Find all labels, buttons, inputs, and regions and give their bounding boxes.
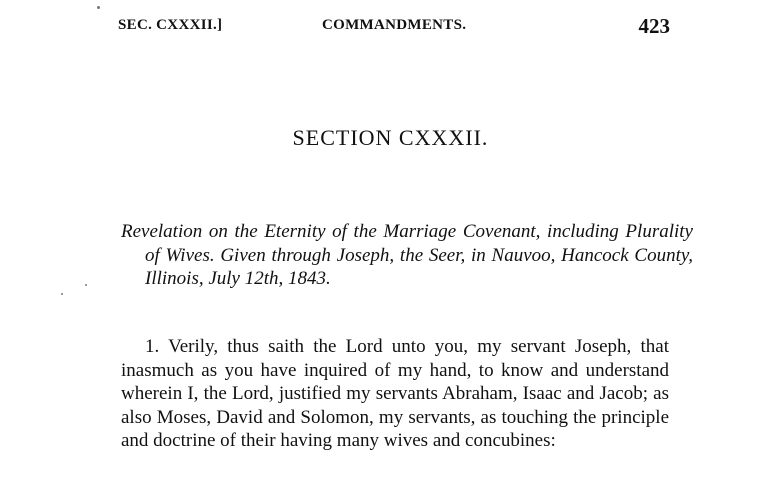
scan-speck bbox=[85, 284, 87, 286]
running-head-title: COMMANDMENTS. bbox=[322, 17, 467, 33]
page-number: 423 bbox=[638, 14, 670, 38]
scan-speck bbox=[61, 293, 63, 295]
section-headnote: Revelation on the Eternity of the Marriage Covenant, including Plurality of Wives. Given through Joseph, the Seer, in Nauvoo, Hancock County, Illinois, July 12th, 1843. bbox=[121, 221, 693, 289]
scan-speck bbox=[97, 6, 100, 9]
verse-1: 1. Verily, thus saith the Lord unto you, my servant Joseph, that inasmuch as you have inquired of my hand, to know and understand wherein I, the Lord, justified my servants Abraham, Isaac and Jacob; as also Moses, David and Solomon, my servants, as touching the principle and doctrine of their having many wives and concubines: bbox=[121, 336, 669, 451]
running-head-section: SEC. CXXXII.] bbox=[118, 17, 223, 33]
running-head bbox=[118, 14, 670, 38]
section-title: SECTION CXXXII. bbox=[292, 125, 489, 150]
